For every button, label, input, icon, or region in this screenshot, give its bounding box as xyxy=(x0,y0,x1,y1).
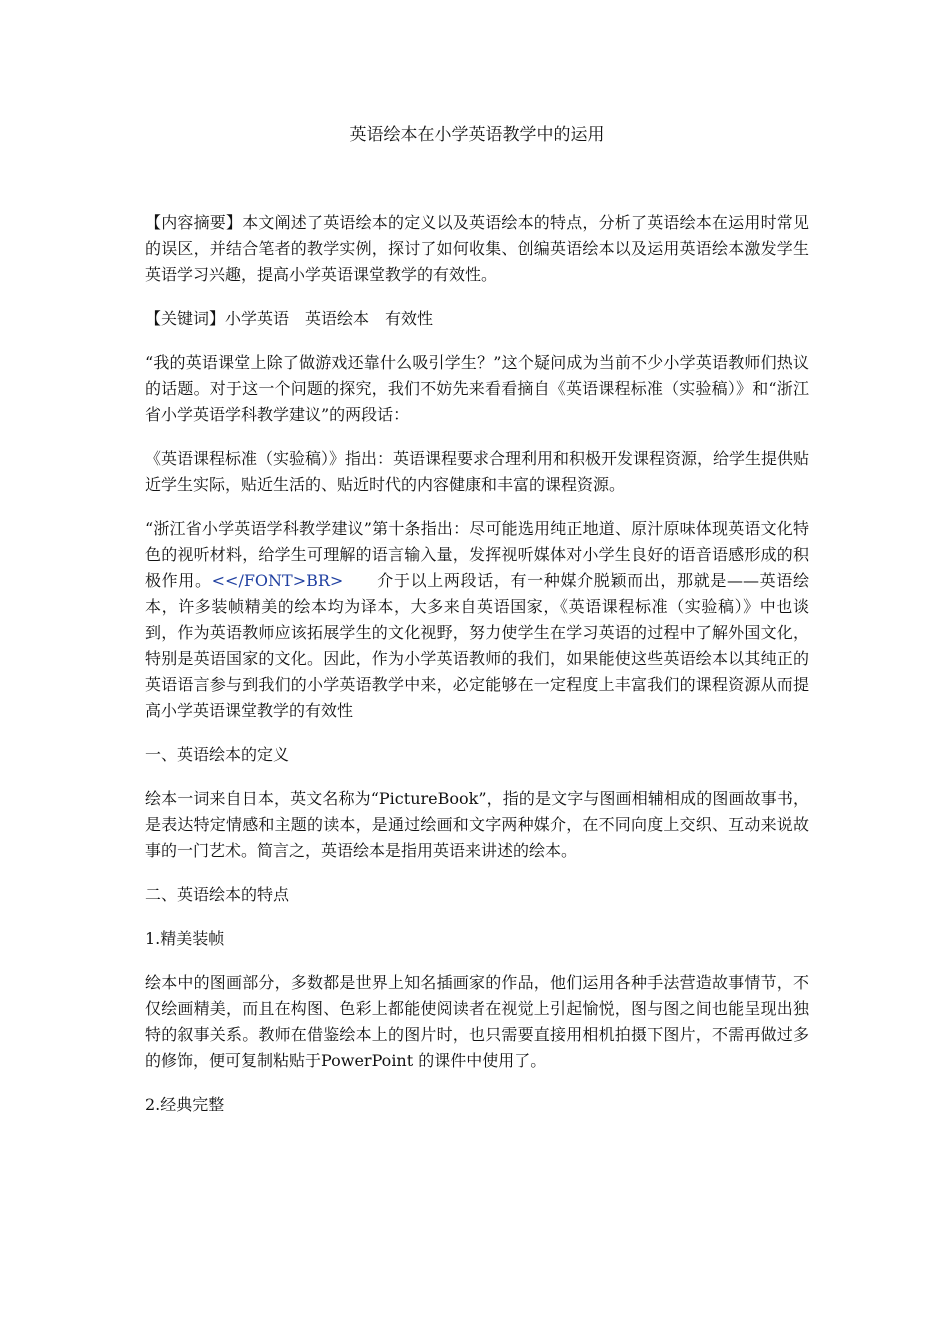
subheading-classic: 2.经典完整 xyxy=(145,1095,225,1114)
keywords-paragraph: 【关键词】小学英语 英语绘本 有效性 xyxy=(145,309,434,328)
quote-curriculum-standard: 《英语课程标准（实验稿）》指出：英语课程要求合理利用和积极开发课程资源，给学生提供贴近学生实际，贴近生活的、贴近时代的内容健康和丰富的课程资源。 xyxy=(145,449,810,494)
document-title: 英语绘本在小学英语教学中的运用 xyxy=(349,125,605,145)
section-heading-features: 二、英语绘本的特点 xyxy=(145,885,290,904)
quote-zhejiang-continuation: 介于以上两段话，有一种媒介脱颖而出，那就是——英语绘本，许多装帧精美的绘本均为译本，大多来自英语国家，《英语课程标准（实验稿）》中也谈到，作为英语教师应该拓展学生的文化视野，努力使学生在学习英语的过程中了解外国文化，特别是英语国家的文化。因此，作为小学英语教师的我们，如果能使这些英语绘本以其纯正的英语语言参与到我们的小学英语教学中来，必定能够在一定程度上丰富我们的课程资源从而提高小学英语课堂教学的有效性 xyxy=(145,571,809,720)
section-heading-definition: 一、英语绘本的定义 xyxy=(145,745,290,764)
intro-paragraph: “我的英语课堂上除了做游戏还靠什么吸引学生？”这个疑问成为当前不少小学英语教师们热议的话题。对于这一个问题的探究，我们不妨先来看看摘自《英语课程标准（实验稿）》和“浙江省小学英语学科教学建议”的两段话： xyxy=(145,353,809,424)
document-page xyxy=(145,120,809,1136)
abstract-paragraph: 【内容摘要】本文阐述了英语绘本的定义以及英语绘本的特点，分析了英语绘本在运用时常见的误区，并结合笔者的教学实例，探讨了如何收集、创编英语绘本以及运用英语绘本激发学生英语学习兴趣，提高小学英语课堂教学的有效性。 xyxy=(145,213,809,284)
stray-markup-text: <</FONT>BR> xyxy=(211,571,344,590)
quote-zhejiang-suggestion xyxy=(145,516,809,724)
subheading-binding: 1.精美装帧 xyxy=(145,929,225,948)
binding-paragraph: 绘本中的图画部分，多数都是世界上知名插画家的作品，他们运用各种手法营造故事情节，不仅绘画精美，而且在构图、色彩上都能使阅读者在视觉上引起愉悦，图与图之间也能呈现出独特的叙事关系。教师在借鉴绘本上的图片时，也只需要直接用相机拍摄下图片，不需再做过多的修饰，便可复制粘贴于PowerPoint 的课件中使用了。 xyxy=(145,973,809,1070)
definition-paragraph: 绘本一词来自日本，英文名称为“PictureBook”，指的是文字与图画相辅相成的图画故事书，是表达特定情感和主题的读本，是通过绘画和文字两种媒介，在不同向度上交织、互动来说故事的一门艺术。简言之，英语绘本是指用英语来讲述的绘本。 xyxy=(145,789,809,860)
quote-zhejiang-text: “浙江省小学英语学科教学建议”第十条指出：尽可能选用纯正地道、原汁原味体现英语文化特色的视听材料，给学生可理解的语言输入量，发挥视听媒体对小学生良好的语音语感形成的积极作用。 xyxy=(145,519,809,590)
